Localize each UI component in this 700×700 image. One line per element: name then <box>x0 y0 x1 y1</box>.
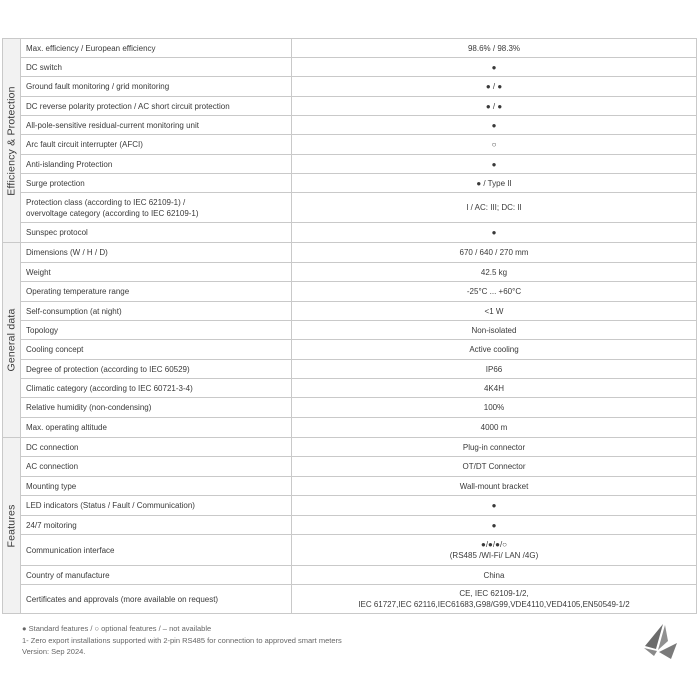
spec-value: Wall-mount bracket <box>292 477 697 496</box>
spec-value: ● <box>292 155 697 174</box>
spec-row <box>3 585 697 614</box>
spec-label: Sunspec protocol <box>21 223 292 243</box>
spec-label: Dimensions (W / H / D) <box>21 243 292 263</box>
spec-table <box>2 38 697 614</box>
spec-value: ● <box>292 516 697 535</box>
spec-value: I / AC: III; DC: II <box>292 193 697 223</box>
spec-row <box>3 39 697 58</box>
spec-value: Plug-in connector <box>292 438 697 457</box>
spec-label: LED indicators (Status / Fault / Communication) <box>21 496 292 516</box>
spec-value: 100% <box>292 398 697 418</box>
spec-value: 670 / 640 / 270 mm <box>292 243 697 263</box>
spec-value: China <box>292 566 697 585</box>
feature-legend: ● Standard features / ○ optional features / – not available <box>22 624 212 633</box>
spec-value: ○ <box>292 135 697 155</box>
spec-value: ● <box>292 223 697 243</box>
section-title: Features <box>5 503 17 548</box>
version-text: Version: Sep 2024. <box>22 647 86 656</box>
spec-row <box>3 535 697 566</box>
spec-label: Certificates and approvals (more available on request) <box>21 585 292 614</box>
spec-row <box>3 193 697 223</box>
spec-value: 4K4H <box>292 379 697 398</box>
spec-value: ● <box>292 496 697 516</box>
spec-row <box>3 379 697 398</box>
spec-label: DC connection <box>21 438 292 457</box>
spec-label: Max. efficiency / European efficiency <box>21 39 292 58</box>
spec-label: Weight <box>21 263 292 282</box>
spec-value: ● / Type II <box>292 174 697 193</box>
spec-label: Climatic category (according to IEC 60721-3-4) <box>21 379 292 398</box>
spec-value: ●/●/●/○ (RS485 /WI-Fi/ LAN /4G) <box>292 535 697 566</box>
spec-value: ● / ● <box>292 97 697 116</box>
footer-notes <box>22 623 342 658</box>
spec-row <box>3 516 697 535</box>
spec-row <box>3 282 697 302</box>
spec-row <box>3 340 697 360</box>
spec-value: OT/DT Connector <box>292 457 697 477</box>
spec-row <box>3 174 697 193</box>
spec-label: AC connection <box>21 457 292 477</box>
spec-row <box>3 360 697 379</box>
spec-value: Active cooling <box>292 340 697 360</box>
spec-row <box>3 77 697 97</box>
spec-label: Arc fault circuit interrupter (AFCI) <box>21 135 292 155</box>
spec-value: ● <box>292 116 697 135</box>
spec-label: Degree of protection (according to IEC 60529) <box>21 360 292 379</box>
spec-label: Country of manufacture <box>21 566 292 585</box>
spec-label: Cooling concept <box>21 340 292 360</box>
spec-label: Relative humidity (non-condensing) <box>21 398 292 418</box>
spec-row <box>3 496 697 516</box>
spec-value: ● / ● <box>292 77 697 97</box>
spec-value: <1 W <box>292 302 697 321</box>
spec-row <box>3 116 697 135</box>
spec-row <box>3 566 697 585</box>
spec-label: Communication interface <box>21 535 292 566</box>
spec-row <box>3 135 697 155</box>
spec-row <box>3 457 697 477</box>
spec-label: Mounting type <box>21 477 292 496</box>
spec-value: 4000 m <box>292 418 697 438</box>
spec-label: DC reverse polarity protection / AC short circuit protection <box>21 97 292 116</box>
spec-label: 24/7 moitoring <box>21 516 292 535</box>
section-header <box>3 39 21 243</box>
spec-label: Ground fault monitoring / grid monitoring <box>21 77 292 97</box>
spec-row <box>3 97 697 116</box>
spec-row <box>3 223 697 243</box>
spec-value: CE, IEC 62109-1/2, IEC 61727,IEC 62116,IEC61683,G98/G99,VDE4110,VED4105,EN50549-1/2 <box>292 585 697 614</box>
spec-row <box>3 302 697 321</box>
spec-label: Anti-islanding Protection <box>21 155 292 174</box>
spec-label: Protection class (according to IEC 62109-1) / overvoltage category (according to IEC 62109-1) <box>21 193 292 223</box>
spec-value: ● <box>292 58 697 77</box>
spec-row <box>3 263 697 282</box>
spec-row <box>3 438 697 457</box>
spec-row <box>3 58 697 77</box>
spec-label: Surge protection <box>21 174 292 193</box>
spec-value: Non-isolated <box>292 321 697 340</box>
spec-sheet <box>2 38 696 614</box>
spec-row <box>3 477 697 496</box>
section-title: General data <box>5 308 17 372</box>
spec-label: Max. operating altitude <box>21 418 292 438</box>
spec-value: 98.6% / 98.3% <box>292 39 697 58</box>
brand-logo-icon <box>641 619 681 659</box>
spec-row <box>3 418 697 438</box>
footnote: 1- Zero export installations supported with 2-pin RS485 for connection to approved smart meters <box>22 635 342 645</box>
spec-value: 42.5 kg <box>292 263 697 282</box>
section-header <box>3 243 21 438</box>
spec-row <box>3 321 697 340</box>
spec-value: -25°C ... +60°C <box>292 282 697 302</box>
spec-row <box>3 398 697 418</box>
spec-value: IP66 <box>292 360 697 379</box>
spec-row <box>3 243 697 263</box>
spec-label: All-pole-sensitive residual-current monitoring unit <box>21 116 292 135</box>
section-header <box>3 438 21 614</box>
section-title: Efficiency & Protection <box>5 85 17 196</box>
spec-label: Topology <box>21 321 292 340</box>
spec-label: Operating temperature range <box>21 282 292 302</box>
spec-row <box>3 155 697 174</box>
spec-label: DC switch <box>21 58 292 77</box>
spec-label: Self-consumption (at night) <box>21 302 292 321</box>
